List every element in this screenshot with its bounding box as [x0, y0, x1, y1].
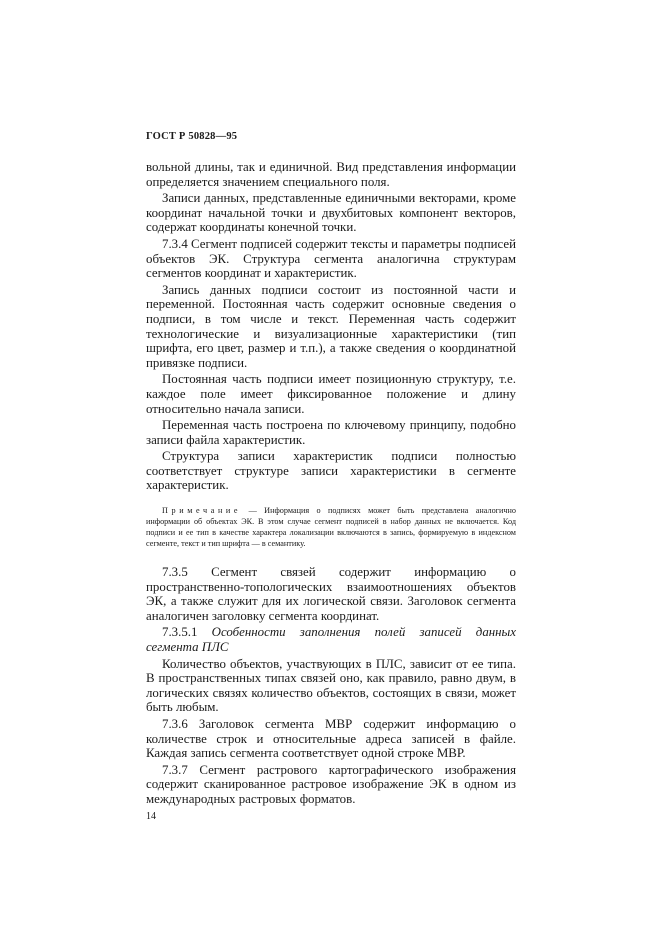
- paragraph-continuation: вольной длины, так и единичной. Вид представления информации определяется значением специального поля.: [146, 160, 516, 189]
- paragraph-7-3-7: 7.3.7 Сегмент растрового картографического изображения содержит сканированное растровое изображение ЭК в одном из международных растровых форматов.: [146, 762, 516, 806]
- section-number: 7.3.5.1: [162, 625, 212, 640]
- section-title: Особенности заполнения полей записей данных сегмента ПЛС: [146, 625, 517, 655]
- paragraph-variable-part: Переменная часть построена по ключевому принципу, подобно записи файла характеристик.: [146, 418, 516, 447]
- paragraph-object-count: Количество объектов, участвующих в ПЛС, зависит от ее типа. В пространственных типах связей оно, как правило, равно двум, в логических связях количество объектов, состоящих в связи, может быть любым.: [146, 656, 516, 715]
- note-label: Примечание: [162, 506, 242, 516]
- note-text: — Информация о подписях может быть представлена аналогично информации об объектах ЭК. В этом случае сегмент подписей в набор данных не включается. Код подписи и ее тип в качестве характера локализации включаются в запись, формируемую в индексном сегменте, текст и тип шрифта — в семантику.: [146, 506, 516, 549]
- document-header: ГОСТ Р 50828—95: [146, 131, 238, 142]
- page-number: 14: [146, 810, 156, 822]
- paragraph-7-3-6: 7.3.6 Заголовок сегмента МВР содержит информацию о количестве строк и относительные адреса записей в файле. Каждая запись сегмента соответствует одной строке МВР.: [146, 717, 516, 761]
- paragraph-label-record: Запись данных подписи состоит из постоянной части и переменной. Постоянная часть содержит основные сведения о подписи, в том числе и текст. Переменная часть содержит технологические и визуализационные характеристики (тип шрифта, его цвет, размер и т.п.), а также сведения о координатной привязке подписи.: [146, 282, 516, 370]
- paragraph-unit-vectors: Записи данных, представленные единичными векторами, кроме координат начальной точки и двухбитовых компонент векторов, содержат координаты конечной точки.: [146, 191, 516, 235]
- paragraph-constant-part: Постоянная часть подписи имеет позиционную структуру, т.е. каждое поле имеет фиксированное положение и длину относительно начала записи.: [146, 372, 516, 416]
- paragraph-7-3-5-1: [146, 625, 516, 654]
- paragraph-7-3-4: 7.3.4 Сегмент подписей содержит тексты и параметры подписей объектов ЭК. Структура сегмента аналогична структурам сегментов координат и характеристик.: [146, 236, 516, 281]
- note-block: [146, 505, 516, 549]
- paragraph-7-3-5: 7.3.5 Сегмент связей содержит информацию о пространственно-топологических взаимоотношениях объектов ЭК, а также служит для их логической связи. Заголовок сегмента аналогичен заголовку сегмента координат.: [146, 565, 516, 623]
- document-page: [146, 130, 516, 822]
- paragraph-structure: Структура записи характеристик подписи полностью соответствует структуре записи характеристики в сегменте характеристик.: [146, 449, 516, 493]
